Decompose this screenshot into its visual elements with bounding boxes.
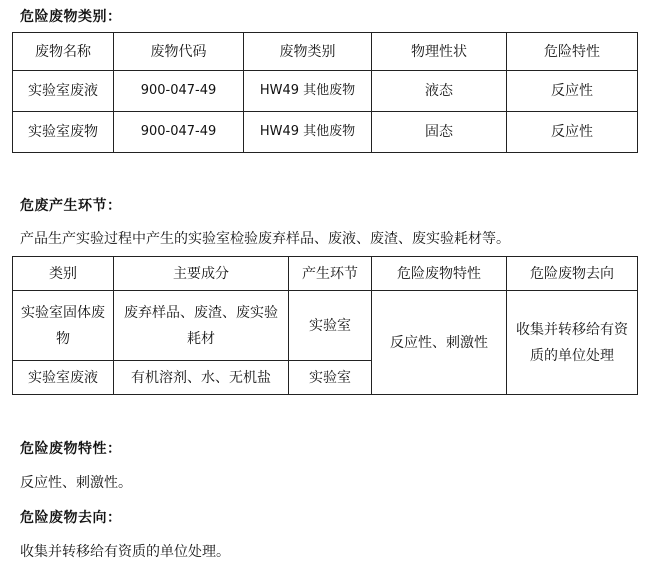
header-disposal: 危险废物去向 [507,257,638,291]
disposal-text: 收集并转移给有资质的单位处理。 [20,544,230,560]
cell-waste-code: 900-047-49 [114,71,244,112]
cell-hazard-property: 反应性 [507,112,638,153]
cell-category: 实验室废液 [13,361,114,395]
section-heading-disposal: 危险废物去向： [20,510,122,526]
header-stage: 产生环节 [289,257,372,291]
generation-description: 产品生产实验过程中产生的实验室检验废弃样品、废液、废渣、废实验耗材等。 [20,231,510,247]
cell-waste-name: 实验室废物 [13,112,114,153]
table-row [13,71,638,112]
cell-disposal: 收集并转移给有资质的单位处理 [507,291,638,395]
table-header-row [13,257,638,291]
header-hazard-property: 危险特性 [507,33,638,71]
header-physical-state: 物理性状 [372,33,507,71]
cell-hazard-property: 反应性 [507,71,638,112]
cell-waste-code: 900-047-49 [114,112,244,153]
hazard-text: 反应性、刺激性。 [20,475,132,491]
cell-stage: 实验室 [289,291,372,361]
cell-stage: 实验室 [289,361,372,395]
cell-physical-state: 液态 [372,71,507,112]
table-row [13,112,638,153]
header-waste-name: 废物名称 [13,33,114,71]
section-heading-categories: 危险废物类别： [20,9,122,25]
header-composition: 主要成分 [114,257,289,291]
waste-category-table [12,32,638,153]
waste-generation-table [12,256,638,395]
cell-hazard-property: 反应性、刺激性 [372,291,507,395]
cell-waste-name: 实验室废液 [13,71,114,112]
table-row [13,291,638,361]
header-waste-code: 废物代码 [114,33,244,71]
header-waste-class: 废物类别 [244,33,372,71]
section-heading-generation: 危废产生环节： [20,198,122,214]
cell-waste-class: HW49 其他废物 [244,71,372,112]
header-category: 类别 [13,257,114,291]
cell-composition: 有机溶剂、水、无机盐 [114,361,289,395]
cell-category: 实验室固体废物 [13,291,114,361]
header-hazard-property: 危险废物特性 [372,257,507,291]
section-heading-hazard: 危险废物特性： [20,441,122,457]
cell-waste-class: HW49 其他废物 [244,112,372,153]
cell-composition: 废弃样品、废渣、废实验耗材 [114,291,289,361]
table-header-row [13,33,638,71]
cell-physical-state: 固态 [372,112,507,153]
